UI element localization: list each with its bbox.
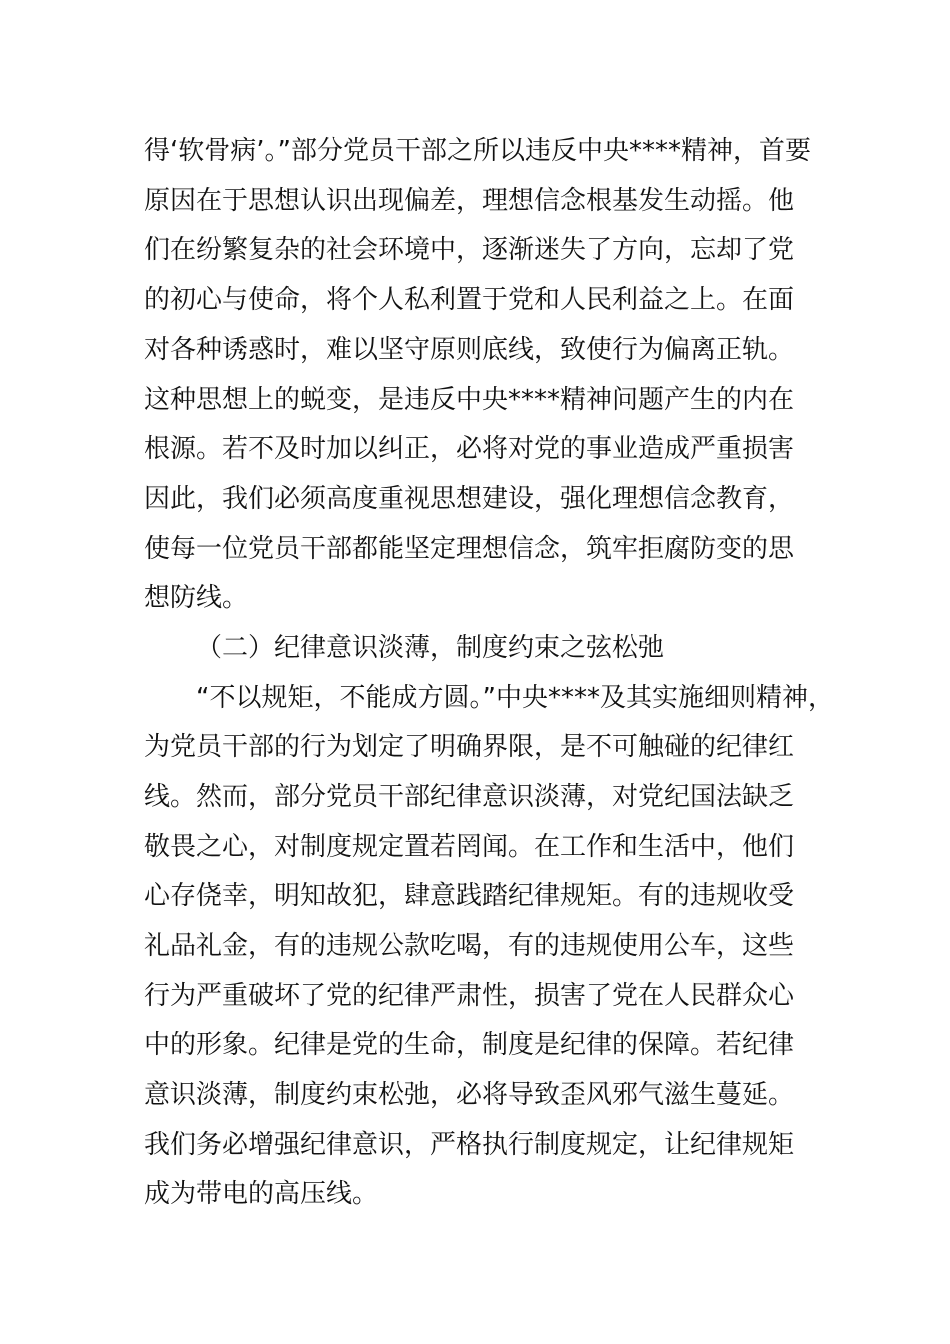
paragraph-1-line-7: 根源。若不及时加以纠正，必将对党的事业造成严重损害	[144, 434, 795, 464]
paragraph-1-line-3: 们在纷繁复杂的社会环境中，逐渐迷失了方向，忘却了党	[144, 235, 795, 265]
paragraph-1-line-2: 原因在于思想认识出现偏差，理想信念根基发生动摇。他	[144, 186, 795, 216]
paragraph-1-line-6: 这种思想上的蜕变，是违反中央****精神问题产生的内在	[144, 385, 795, 415]
paragraph-2-line-2: 为党员干部的行为划定了明确界限，是不可触碰的纪律红	[144, 732, 795, 762]
paragraph-2-line-1: “不以规矩，不能成方圆。”中央****及其实施细则精神，	[196, 683, 834, 713]
paragraph-1-line-9: 使每一位党员干部都能坚定理想信念，筑牢拒腐防变的思	[144, 534, 795, 564]
paragraph-1-line-10: 想防线。	[144, 583, 249, 613]
paragraph-1-line-4: 的初心与使命，将个人私利置于党和人民利益之上。在面	[144, 285, 795, 315]
paragraph-2-line-11: 成为带电的高压线。	[144, 1179, 379, 1209]
paragraph-2-line-4: 敬畏之心，对制度规定置若罔闻。在工作和生活中，他们	[144, 832, 795, 862]
paragraph-2-line-7: 行为严重破坏了党的纪律严肃性，损害了党在人民群众心	[144, 981, 795, 1011]
paragraph-2-line-5: 心存侥幸，明知故犯，肆意践踏纪律规矩。有的违规收受	[144, 881, 795, 911]
paragraph-2-line-6: 礼品礼金，有的违规公款吃喝，有的违规使用公车，这些	[144, 931, 795, 961]
paragraph-1-line-8: 因此，我们必须高度重视思想建设，强化理想信念教育，	[144, 484, 795, 514]
paragraph-2-line-10: 我们务必增强纪律意识，严格执行制度规定，让纪律规矩	[144, 1130, 795, 1160]
section-heading: （二）纪律意识淡薄，制度约束之弦松弛	[196, 633, 665, 663]
paragraph-2-line-9: 意识淡薄，制度约束松弛，必将导致歪风邪气滋生蔓延。	[144, 1080, 795, 1110]
paragraph-1-line-5: 对各种诱惑时，难以坚守原则底线，致使行为偏离正轨。	[144, 335, 795, 365]
paragraph-2-line-8: 中的形象。纪律是党的生命，制度是纪律的保障。若纪律	[144, 1030, 795, 1060]
paragraph-2-line-3: 线。然而，部分党员干部纪律意识淡薄，对党纪国法缺乏	[144, 782, 795, 812]
paragraph-1-line-1: 得‘软骨病’。”部分党员干部之所以违反中央****精神，首要	[144, 136, 811, 166]
